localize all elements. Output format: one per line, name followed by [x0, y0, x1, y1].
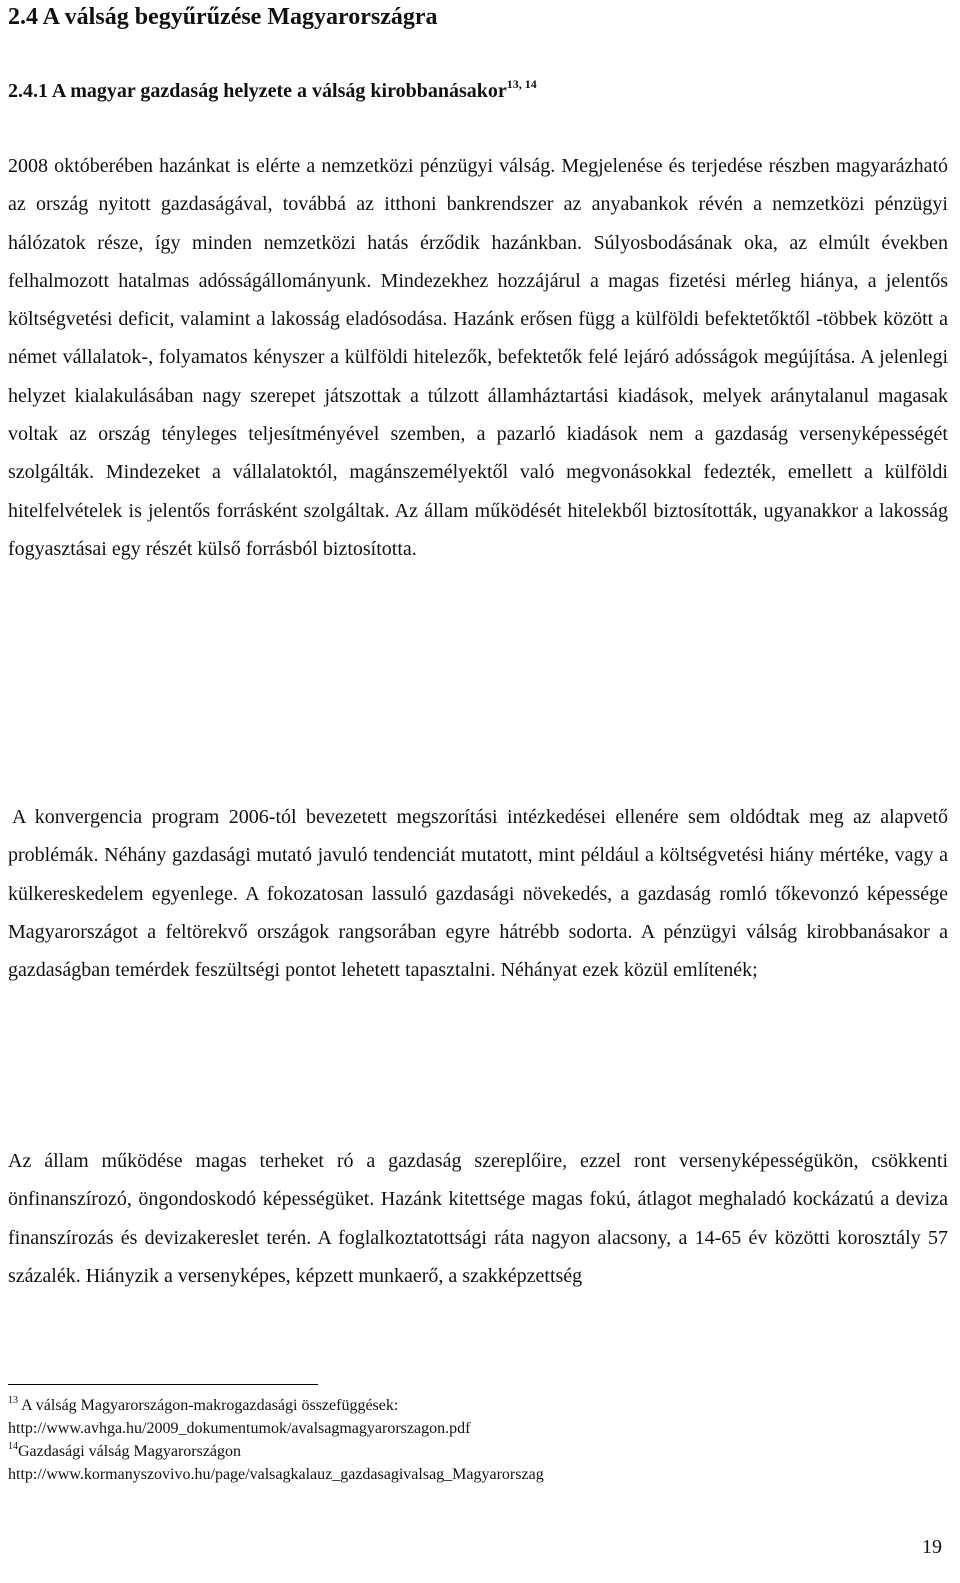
subsection-heading [8, 78, 537, 104]
footnote-refs: 13, 14 [506, 77, 537, 91]
page-number: 19 [922, 1536, 942, 1558]
subsection-heading-text: 2.4.1 A magyar gazdaság helyzete a válság kirobbanásakor [8, 80, 507, 102]
footnote-text: Gazdasági válság Magyarországon [18, 1443, 242, 1460]
footnote-13 [8, 1394, 948, 1417]
paragraph-1: 2008 októberében hazánkat is elérte a nemzetközi pénzügyi válság. Megjelenése és terjedése részben magyarázható az ország nyitott gazdaságával, továbbá az itthoni bankrendszer az anyabankok révén a nemzetközi pénzügyi hálózatok része, így minden nemzetközi hatás érződik hazánkban. Súlyosbodásának oka, az elmúlt években felhalmozott hatalmas adósságállományunk. Mindezekhez hozzájárul a magas fizetési mérleg hiánya, a jelentős költségvetési deficit, valamint a lakosság eladósodása. Hazánk erősen függ a külföldi befektetőktől -többek között a német vállalatok-, folyamatos kényszer a külföldi hitelezők, befektetők felé lejáró adósságok megújítása. A jelenlegi helyzet kialakulásában nagy szerepet játszottak a túlzott államháztartási kiadások, melyek aránytalanul magasak voltak az ország tényleges teljesítményével szemben, a pazarló kiadások nem a gazdaság versenyképességét szolgálták. Mindezeket a vállalatoktól, magánszemélyektől való megvonásokkal fedezték, emellett a külföldi hitelfelvételek is jelentős forrásként szolgáltak. Az állam működését hitelekből biztosították, ugyanakkor a lakosság fogyasztásai egy részét külső forrásból biztosította. [8, 155, 948, 560]
paragraph-2: A konvergencia program 2006-tól bevezetett megszorítási intézkedései ellenére sem oldódtak meg az alapvető problémák. Néhány gazdasági mutató javuló tendenciát mutatott, mint például a költségvetési hiány mértéke, vagy a külkereskedelem egyenlege. A fokozatosan lassuló gazdasági növekedés, a gazdaság romló tőkevonzó képessége Magyarországot a feltörekvő országok rangsorában egyre hátrébb sodorta. A pénzügyi válság kirobbanásakor a gazdaságban temérdek feszültségi pontot lehetett tapasztalni. Néhányat ezek közül említenék; [8, 806, 948, 982]
footnote-14 [8, 1440, 948, 1463]
footnote-13-link[interactable]: http://www.avhga.hu/2009_dokumentumok/avalsagmagyarorszagon.pdf [8, 1420, 471, 1437]
footnote-number: 13 [8, 1395, 18, 1406]
footnotes [8, 1394, 948, 1486]
paragraph-3: Az állam működése magas terheket ró a gazdaság szereplőire, ezzel ront versenyképességükön, csökkenti önfinanszírozó, öngondoskodó képességüket. Hazánk kitettsége magas fokú, átlagot meghaladó kockázatú a deviza finanszírozás és devizakereslet terén. A foglalkoztatottsági ráta nagyon alacsony, a 14-65 év közötti korosztály 57 százalék. Hiányzik a versenyképes, képzett munkaerő, a szakképzettség [8, 1150, 948, 1287]
footnote-text: A válság Magyarországon-makrogazdasági összefüggések: [21, 1397, 399, 1414]
section-heading: 2.4 A válság begyűrűzése Magyarországra [8, 4, 438, 30]
footnote-number: 14 [8, 1441, 18, 1452]
footnote-14-link[interactable]: http://www.kormanyszovivo.hu/page/valsagkalauz_gazdasagivalsag_Magyarorszag [8, 1466, 544, 1483]
footnote-separator [8, 1384, 318, 1385]
